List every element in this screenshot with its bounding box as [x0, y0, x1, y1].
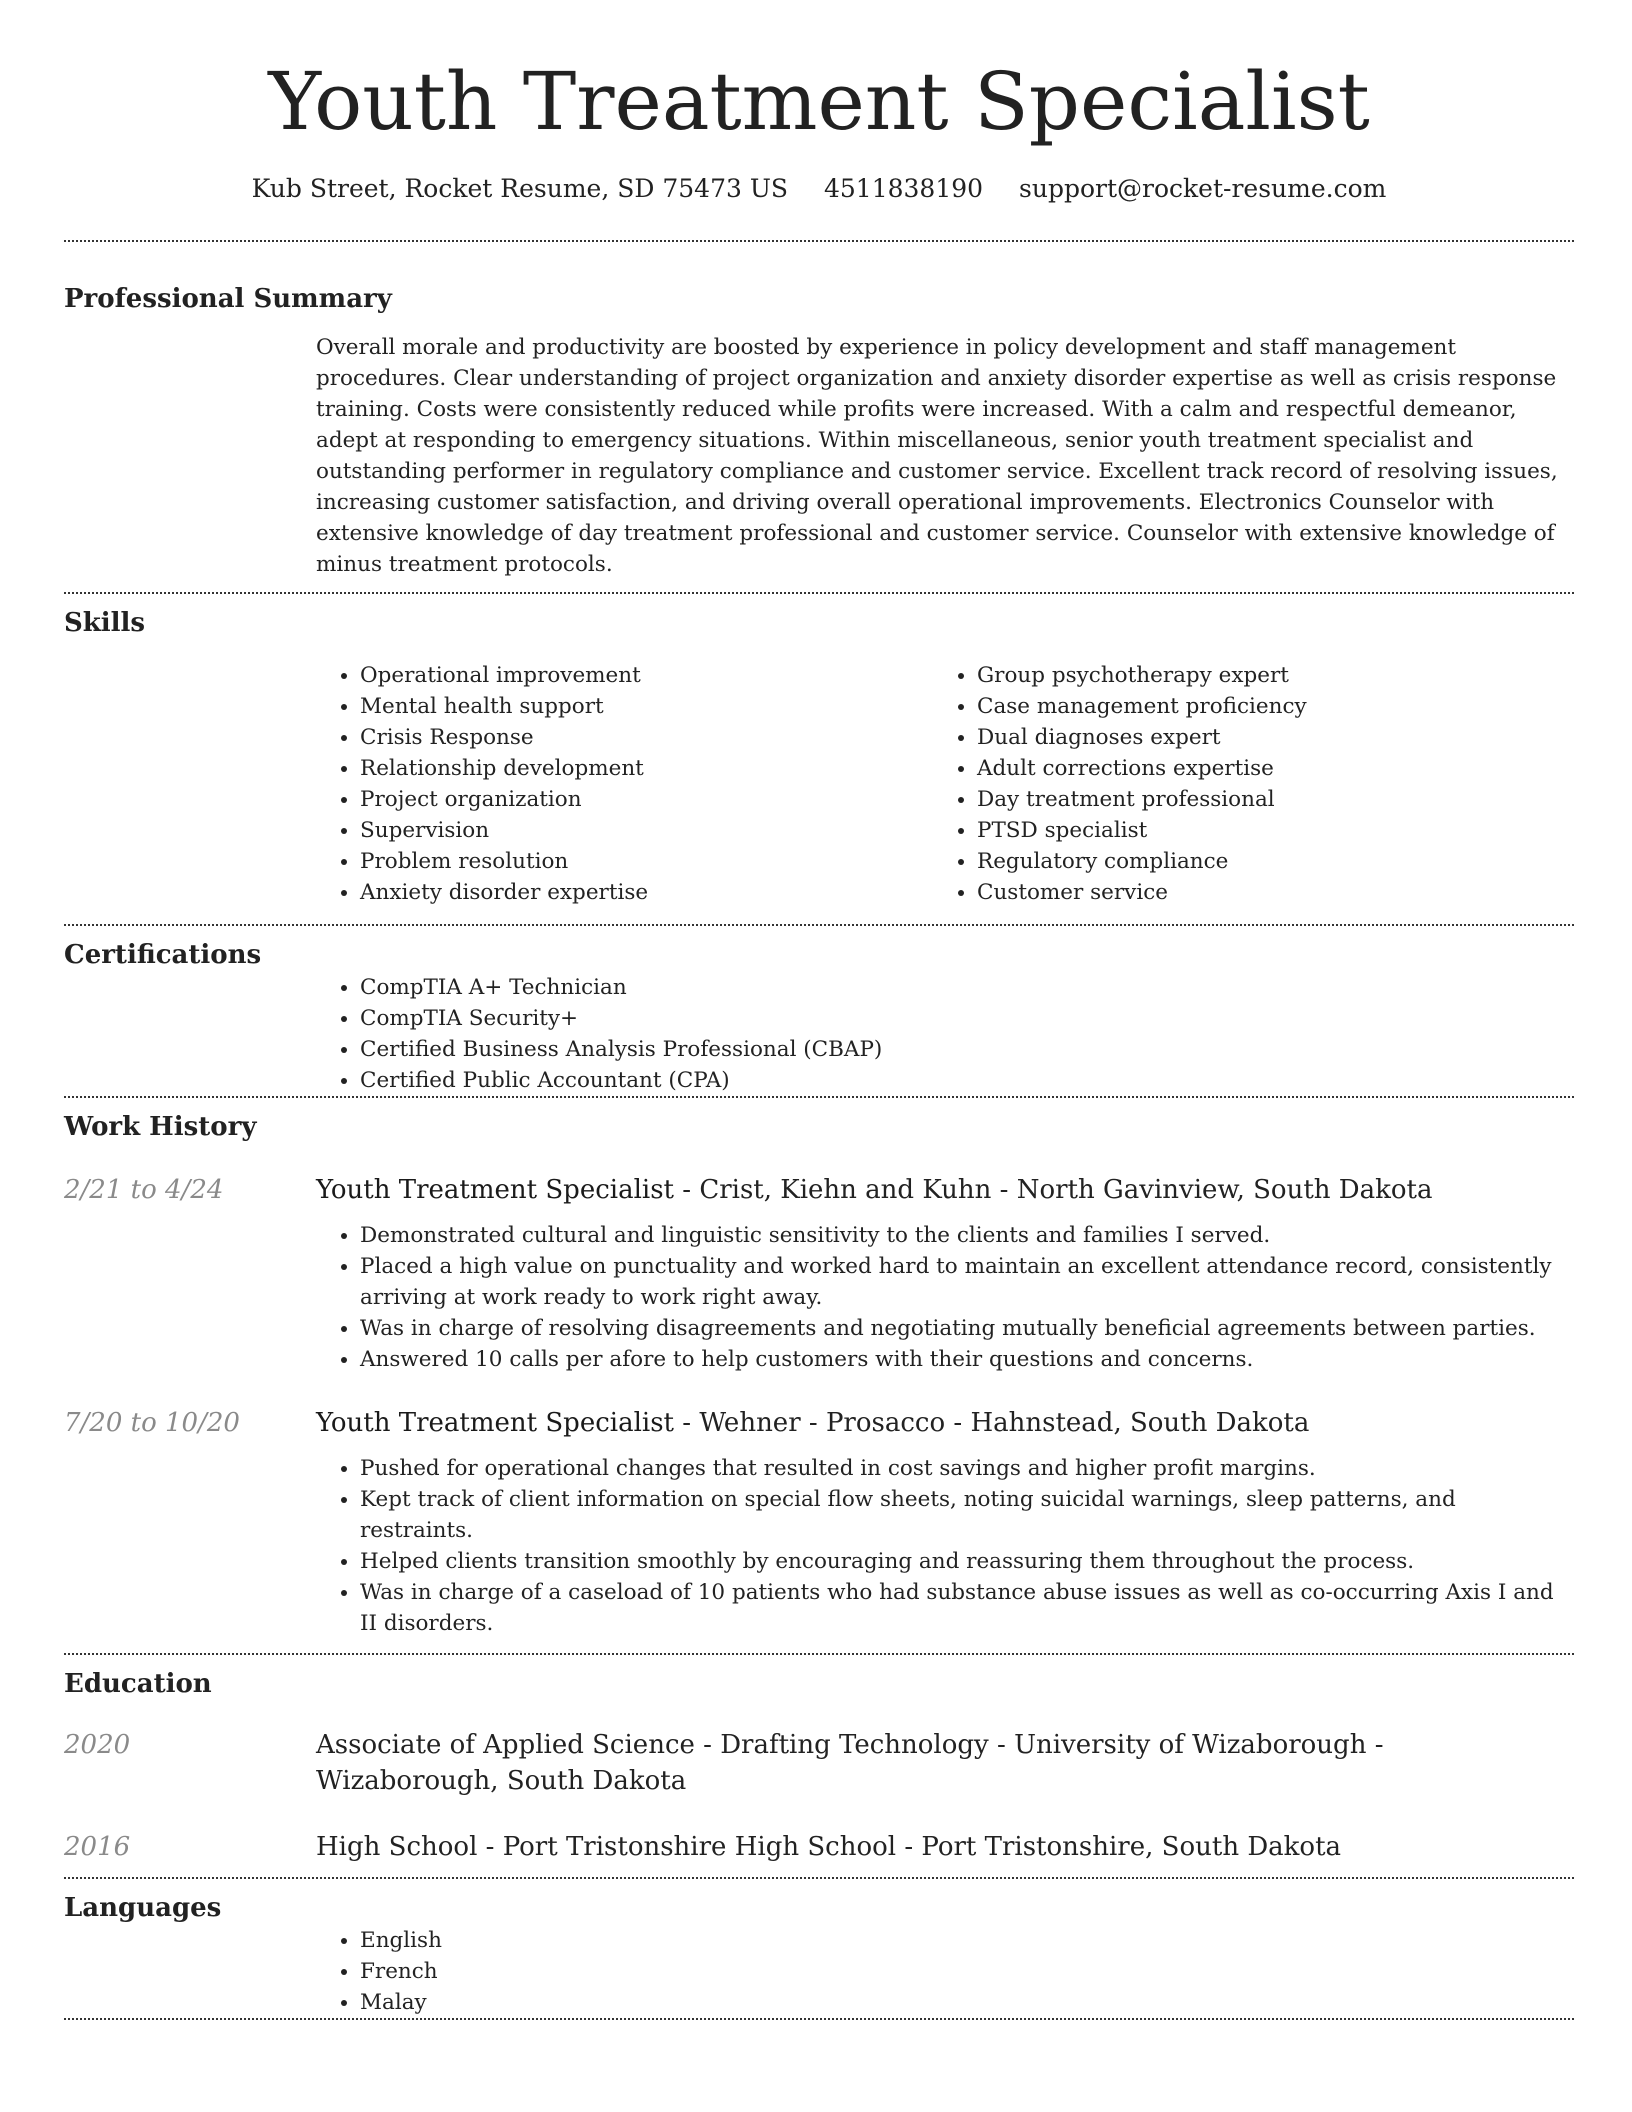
language-item: • French [360, 1956, 1574, 1987]
contact-phone: 4511838190 [824, 174, 984, 203]
work-history-section [64, 1098, 1574, 1639]
contact-line [64, 172, 1574, 206]
skill-item: • Customer service [977, 877, 1573, 908]
skill-item: • Relationship development [360, 753, 933, 784]
skill-item: • Supervision [360, 815, 933, 846]
certification-item: • CompTIA A+ Technician [360, 972, 1574, 1003]
education-year: 2020 [64, 1730, 131, 1760]
skill-item: • Case management proficiency [977, 691, 1573, 722]
skills-list-right [933, 660, 1573, 908]
section-title-certifications: Certifications [64, 940, 262, 970]
job-entry [64, 1172, 1574, 1375]
education-degree: Associate of Applied Science - Drafting Technology [316, 1730, 989, 1760]
certifications-list [316, 972, 1574, 1096]
job-bullet: • Answered 10 calls per afore to help customers with their questions and concerns. [360, 1344, 1574, 1375]
job-role: Youth Treatment Specialist [316, 1175, 675, 1205]
languages-list [316, 1925, 1574, 2018]
job-dates: 7/20 to 10/20 [64, 1408, 240, 1438]
certifications-section [64, 926, 1574, 1096]
education-section [64, 1655, 1574, 1865]
candidate-name: Youth Treatment Specialist [268, 55, 1370, 148]
skill-item: • Group psychotherapy expert [977, 660, 1573, 691]
job-bullet: • Was in charge of resolving disagreements and negotiating mutually beneficial agreements between parties. [360, 1313, 1574, 1344]
job-bullet: • Helped clients transition smoothly by encouraging and reassuring them throughout the process. [360, 1546, 1574, 1577]
certification-item: • Certified Public Accountant (CPA) [360, 1065, 1574, 1096]
skills-list-left [316, 660, 933, 908]
job-bullet: • Kept track of client information on special flow sheets, noting suicidal warnings, sleep patterns, and restraints. [360, 1484, 1574, 1546]
skill-item: • Regulatory compliance [977, 846, 1573, 877]
job-bullet: • Pushed for operational changes that resulted in cost savings and higher profit margins. [360, 1453, 1574, 1484]
skill-item: • Operational improvement [360, 660, 933, 691]
section-title-languages: Languages [64, 1893, 222, 1923]
job-entry [64, 1405, 1574, 1639]
certification-item: • Certified Business Analysis Professional (CBAP) [360, 1034, 1574, 1065]
education-school: - University of Wizaborough - Wizaborough, South Dakota [316, 1730, 1384, 1796]
job-bullet: • Demonstrated cultural and linguistic sensitivity to the clients and families I served. [360, 1220, 1574, 1251]
education-school: - Port Tristonshire High School - Port Tristonshire, South Dakota [477, 1832, 1342, 1862]
section-title-skills: Skills [64, 608, 146, 638]
skill-item: • Anxiety disorder expertise [360, 877, 933, 908]
job-bullets [316, 1453, 1574, 1639]
resume-page [64, 0, 1574, 2020]
skills-section [64, 594, 1574, 908]
skill-item: • PTSD specialist [977, 815, 1573, 846]
skill-item: • Crisis Response [360, 722, 933, 753]
certification-item: • CompTIA Security+ [360, 1003, 1574, 1034]
skill-item: • Mental health support [360, 691, 933, 722]
contact-email: support@rocket-resume.com [1019, 174, 1387, 203]
job-headline [316, 1405, 1574, 1441]
section-title-summary: Professional Summary [64, 284, 392, 314]
section-title-education: Education [64, 1669, 212, 1699]
skill-item: • Day treatment professional [977, 784, 1573, 815]
job-role: Youth Treatment Specialist [316, 1408, 675, 1438]
skill-item: • Problem resolution [360, 846, 933, 877]
education-entry [64, 1727, 1574, 1799]
summary-section [64, 242, 1574, 580]
job-employer: - Crist, Kiehn and Kuhn - North Gavinview, South Dakota [674, 1175, 1433, 1205]
language-item: • Malay [360, 1987, 1574, 2018]
skill-item: • Adult corrections expertise [977, 753, 1573, 784]
education-headline [316, 1829, 1574, 1865]
divider [64, 2018, 1574, 2020]
skill-item: • Project organization [360, 784, 933, 815]
education-degree: High School [316, 1832, 478, 1862]
skill-item: • Dual diagnoses expert [977, 722, 1573, 753]
education-year: 2016 [64, 1832, 131, 1862]
job-dates: 2/21 to 4/24 [64, 1175, 224, 1205]
job-headline [316, 1172, 1574, 1208]
education-headline [316, 1727, 1574, 1799]
contact-address: Kub Street, Rocket Resume, SD 75473 US [251, 174, 789, 203]
job-employer: - Wehner - Prosacco - Hahnstead, South Dakota [674, 1408, 1310, 1438]
job-bullet: • Was in charge of a caseload of 10 patients who had substance abuse issues as well as co-occurring Axis I and II disorders. [360, 1577, 1574, 1639]
languages-section [64, 1879, 1574, 2018]
job-bullet: • Placed a high value on punctuality and worked hard to maintain an excellent attendance record, consistently arriving at work ready to work right away. [360, 1251, 1574, 1313]
job-bullets [316, 1220, 1574, 1375]
language-item: • English [360, 1925, 1574, 1956]
summary-text: Overall morale and productivity are boosted by experience in policy development and staff management procedures. Clear understanding of project organization and anxiety disorder expertise as well as crisis response training. Costs were consistently reduced while profits were increased. With a calm and respectful demeanor, adept at responding to emergency situations. Within miscellaneous, senior youth treatment specialist and outstanding performer in regulatory compliance and customer service. Excellent track record of resolving issues, increasing customer satisfaction, and driving overall operational improvements. Electronics Counselor with extensive knowledge of day treatment professional and customer service. Counselor with extensive knowledge of minus treatment protocols. [316, 335, 1558, 577]
section-title-work: Work History [64, 1112, 257, 1142]
education-entry [64, 1829, 1574, 1865]
